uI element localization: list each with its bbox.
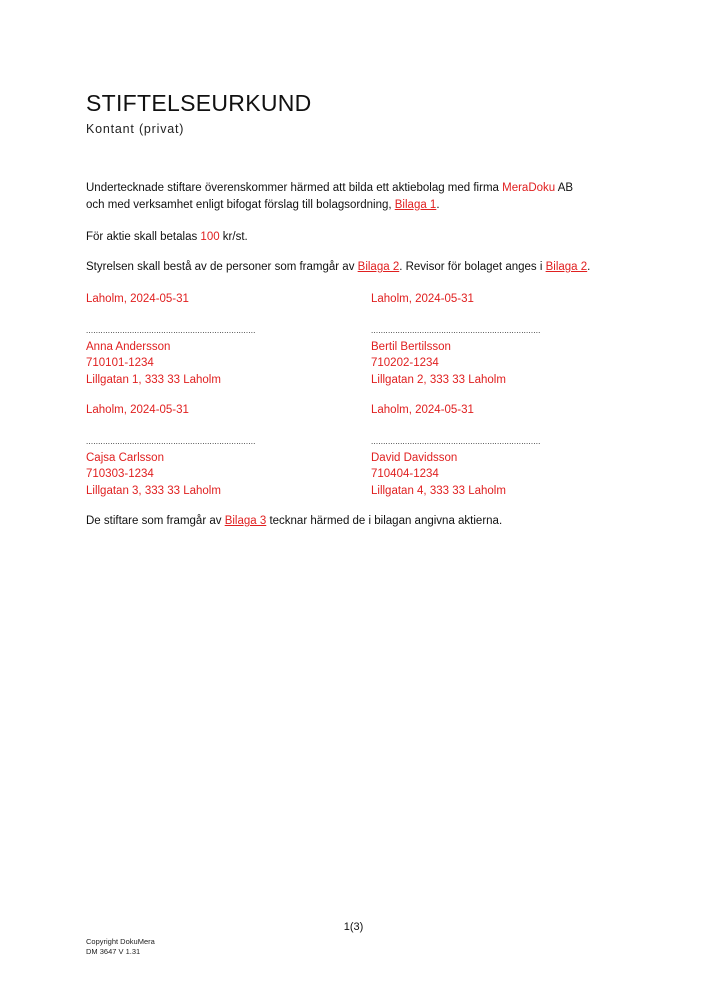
signature-block-4 [371, 402, 631, 499]
document-subtitle: Kontant (privat) [86, 122, 185, 136]
place-date: Laholm, 2024-05-31 [371, 293, 474, 305]
signatory-name: Cajsa Carlsson [86, 451, 164, 464]
bilaga-3-link[interactable]: Bilaga 3 [224, 515, 267, 527]
page-number: 1(3) [343, 921, 364, 933]
signatory-name: Anna Andersson [86, 340, 171, 353]
signatory-address: Lillgatan 1, 333 33 Laholm [86, 373, 221, 386]
price-text-2: kr/st. [219, 231, 248, 243]
place-date: Laholm, 2024-05-31 [86, 404, 189, 416]
footer [86, 937, 155, 957]
footer-copyright: Copyright DokuMera [86, 937, 155, 946]
signatory-address: Lillgatan 4, 333 33 Laholm [371, 484, 506, 497]
intro-text-4: . [436, 199, 440, 211]
paragraph-shares [86, 513, 646, 530]
board-text-2: . Revisor för bolaget anges i [399, 261, 546, 273]
place-date: Laholm, 2024-05-31 [371, 404, 474, 416]
intro-text-3: och med verksamhet enligt bifogat förslag till bolagsordning, [86, 199, 395, 211]
price-amount: 100 [200, 231, 220, 243]
document-title: STIFTELSEURKUND [86, 90, 312, 116]
paragraph-price [86, 229, 646, 246]
bilaga-2-link-revisor[interactable]: Bilaga 2 [545, 261, 588, 273]
price-text-1: För aktie skall betalas [86, 231, 201, 243]
paragraph-board [86, 259, 646, 276]
signature-block-2 [371, 291, 631, 388]
signatory-id: 710404-1234 [371, 468, 439, 480]
signatory-id: 710202-1234 [371, 357, 439, 369]
board-text-3: . [587, 261, 591, 273]
signatory-id: 710303-1234 [86, 468, 154, 480]
board-text-1: Styrelsen skall bestå av de personer som framgår av [86, 261, 358, 273]
signature-block-1 [86, 291, 346, 388]
bilaga-1-link[interactable]: Bilaga 1 [394, 199, 437, 211]
signatory-address: Lillgatan 2, 333 33 Laholm [371, 373, 506, 386]
shares-text-2: tecknar härmed de i bilagan angivna aktierna. [266, 515, 503, 527]
signatory-name: David Davidsson [371, 451, 458, 464]
shares-text-1: De stiftare som framgår av [86, 515, 225, 527]
signatory-id: 710101-1234 [86, 357, 154, 369]
signature-line: ...................................................................... [371, 436, 541, 446]
place-date: Laholm, 2024-05-31 [86, 293, 189, 305]
signature-line: ...................................................................... [86, 325, 256, 335]
paragraph-intro [86, 180, 646, 214]
signatory-address: Lillgatan 3, 333 33 Laholm [86, 484, 221, 497]
signature-line: ...................................................................... [371, 325, 541, 335]
footer-version: DM 3647 V 1.31 [86, 947, 141, 956]
intro-text-1: Undertecknade stiftare överenskommer härmed att bilda ett aktiebolag med firma [86, 182, 503, 194]
company-name: MeraDoku [502, 182, 556, 194]
signature-line: ...................................................................... [86, 436, 256, 446]
signatory-name: Bertil Bertilsson [371, 340, 451, 353]
signature-block-3 [86, 402, 346, 499]
bilaga-2-link[interactable]: Bilaga 2 [357, 261, 400, 273]
intro-text-2: AB [555, 182, 574, 194]
